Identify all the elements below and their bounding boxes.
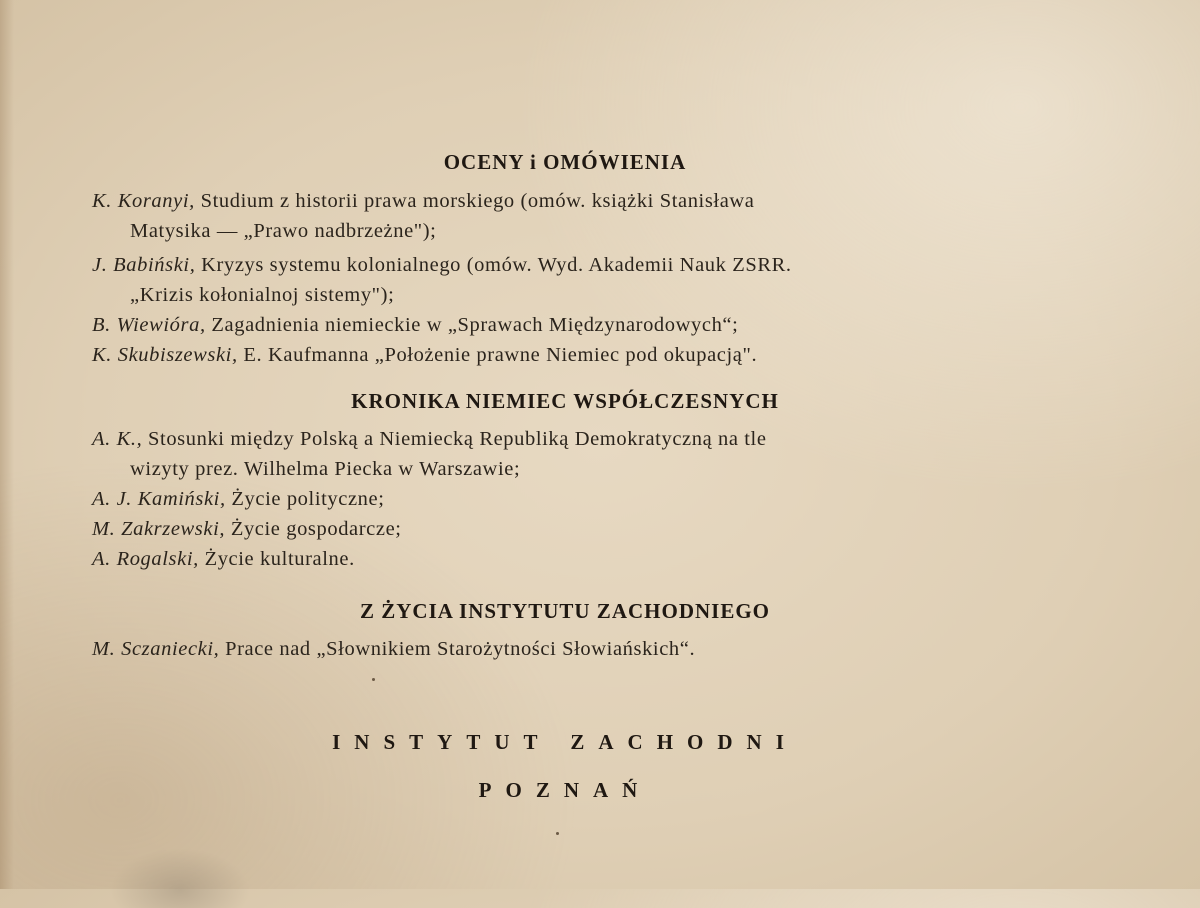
entry-continuation: Matysika — „Prawo nadbrzeżne"); xyxy=(130,220,437,242)
paper-stain xyxy=(110,848,250,908)
section-heading-instytut: Z ŻYCIA INSTYTUTU ZACHODNIEGO xyxy=(360,599,770,623)
page-edge-shadow xyxy=(0,0,14,889)
entry-title: Studium z historii prawa morskiego (omów. książki Stanisława xyxy=(194,190,755,212)
entry-kaminski xyxy=(92,484,1042,514)
entry-author: M. Zakrzewski, xyxy=(92,518,226,540)
entry-sczaniecki xyxy=(92,634,1042,664)
entry-author: B. Wiewióra, xyxy=(92,314,206,336)
publisher-city: POZNAŃ xyxy=(478,778,652,802)
entry-title: Prace nad „Słownikiem Starożytności Słowiańskich“. xyxy=(219,638,696,660)
entry-title: E. Kaufmanna „Położenie prawne Niemiec pod okupacją". xyxy=(237,344,758,366)
entry-title: Życie kulturalne. xyxy=(198,548,355,570)
entry-continuation: wizyty prez. Wilhelma Piecka w Warszawie; xyxy=(130,458,521,480)
entry-author: M. Sczaniecki, xyxy=(92,638,220,660)
entry-title: Życie gospodarcze; xyxy=(225,518,402,540)
entry-koranyi xyxy=(92,186,1042,246)
entry-author: A. Rogalski, xyxy=(92,548,199,570)
section-heading-oceny: OCENY i OMÓWIENIA xyxy=(443,150,687,174)
entry-author: A. J. Kamiński, xyxy=(92,488,226,510)
print-speck xyxy=(556,832,559,835)
section-heading-kronika: KRONIKA NIEMIEC WSPÓŁCZESNYCH xyxy=(351,389,779,413)
entry-title: Zagadnienia niemieckie w „Sprawach Międzynarodowych“; xyxy=(205,314,739,336)
entry-author: A. K., xyxy=(92,428,143,450)
entry-wiewiora xyxy=(92,310,1042,340)
entry-author: J. Babiński, xyxy=(92,254,196,276)
entry-rogalski xyxy=(92,544,1042,574)
entry-title: Kryzys systemu kolonialnego (omów. Wyd. Akademii Nauk ZSRR. xyxy=(195,254,792,276)
entry-author: K. Koranyi, xyxy=(92,190,195,212)
entry-author: K. Skubiszewski, xyxy=(92,344,238,366)
entry-zakrzewski xyxy=(92,514,1042,544)
entry-title: Stosunki między Polską a Niemiecką Republiką Demokratyczną na tle xyxy=(142,428,767,450)
entry-continuation: „Krizis kołonialnoj sistemy"); xyxy=(130,284,395,306)
entry-ak xyxy=(92,424,1042,484)
entry-babinski xyxy=(92,250,1042,310)
entry-title: Życie polityczne; xyxy=(225,488,385,510)
print-speck xyxy=(372,678,375,681)
publisher-name: INSTYTUT ZACHODNI xyxy=(332,730,798,754)
entry-skubiszewski xyxy=(92,340,1042,370)
